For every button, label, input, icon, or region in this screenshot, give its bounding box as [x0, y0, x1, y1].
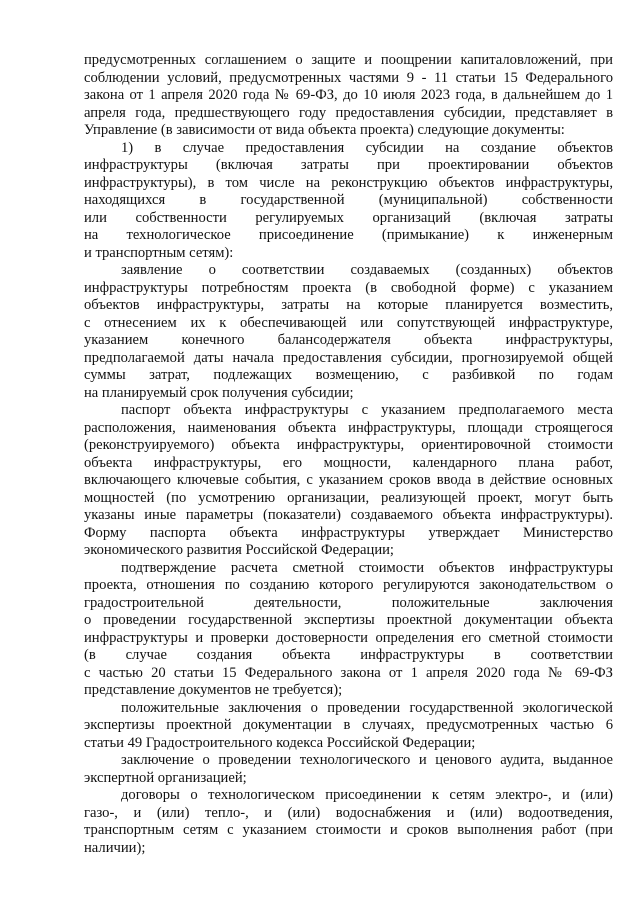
paragraph-passport	[84, 402, 613, 560]
paragraph-statement	[84, 262, 613, 402]
text-line: включающего ключевые события, с указанием сроков ввода в действие основных	[84, 472, 613, 488]
paragraph-estimate	[84, 560, 613, 700]
text-line: инфраструктуры), в том числе на реконструкцию объектов инфраструктуры,	[84, 174, 613, 191]
text-line: Форму паспорта объекта инфраструктуры утверждает Министерство	[84, 524, 613, 541]
text-line: инфраструктуры (включая затраты при проектировании объектов	[84, 157, 613, 173]
text-line: (реконструируемого) объекта инфраструктуры, ориентировочной стоимости	[84, 437, 613, 453]
text-line: закона от 1 апреля 2020 года № 69-ФЗ, до 10 июля 2023 года, в дальнейшем до 1	[84, 87, 613, 103]
text-line: инфраструктуры и проверки достоверности определения его сметной стоимости	[84, 629, 613, 646]
text-line: экономического развития Российской Федерации;	[84, 542, 394, 558]
text-line: указанием конечного балансодержателя объекта инфраструктуры,	[84, 332, 613, 348]
text-line: с отнесением их к обеспечивающей или сопутствующей инфраструктуре,	[84, 314, 613, 331]
text-line: указаны иные параметры (показатели) создаваемого объекта инфраструктуры).	[84, 507, 613, 523]
text-line: апреля года, предшествующего году предоставления субсидии, представляет в	[84, 104, 613, 121]
paragraph-contracts	[84, 787, 613, 857]
text-line: наличии);	[84, 839, 146, 856]
paragraph-audit	[84, 752, 613, 787]
text-line: (в случае создания объекта инфраструктуры в соответствии	[84, 647, 613, 663]
text-line: или собственности регулируемых организаций (включая затраты	[84, 209, 613, 226]
text-line: проекта, отношения по созданию которого регулируются законодательством о	[84, 577, 613, 593]
text-line: предусмотренных соглашением о защите и поощрении капиталовложений, при	[84, 52, 613, 68]
paragraph-ecology	[84, 700, 613, 753]
text-line: подтверждение расчета сметной стоимости объектов инфраструктуры	[121, 559, 613, 576]
document-page	[84, 52, 613, 857]
text-line: статьи 49 Градостроительного кодекса Российской Федерации;	[84, 734, 476, 751]
text-line: экспертизы проектной документации в случаях, предусмотренных частью 6	[84, 717, 613, 733]
text-line: заключение о проведении технологического и ценового аудита, выданное	[121, 752, 613, 768]
text-line: объекта инфраструктуры, его мощности, календарного плана работ,	[84, 454, 613, 471]
text-line: 1) в случае предоставления субсидии на создание объектов	[121, 139, 613, 156]
text-line: с частью 20 статьи 15 Федерального закона от 1 апреля 2020 года № 69-ФЗ	[84, 664, 613, 681]
text-line: паспорт объекта инфраструктуры с указанием предполагаемого места	[121, 402, 613, 418]
paragraph-item-1	[84, 140, 613, 263]
text-line: Управление (в зависимости от вида объекта проекта) следующие документы:	[84, 122, 565, 138]
paragraph-intro	[84, 52, 613, 140]
text-line: соблюдении условий, предусмотренных частями 9 - 11 статьи 15 Федерального	[84, 69, 613, 86]
text-line: транспортным сетям с указанием стоимости и сроков выполнения работ (при	[84, 822, 613, 838]
text-line: мощностей (по усмотрению организации, реализующей проект, могут быть	[84, 489, 613, 506]
text-line: градостроительной деятельности, положительные заключения	[84, 594, 613, 611]
text-line: суммы затрат, подлежащих возмещению, с разбивкой по годам	[84, 367, 613, 383]
text-line: договоры о технологическом присоединении к сетям электро-, и (или)	[121, 787, 613, 803]
text-line: объектов инфраструктуры, затраты на которые планируется возместить,	[84, 297, 613, 313]
text-line: экспертной организацией;	[84, 769, 247, 786]
text-line: предполагаемой даты начала предоставления субсидии, прогнозируемой общей	[84, 349, 613, 366]
text-line: на технологическое присоединение (примыкание) к инженерным	[84, 227, 613, 243]
text-line: расположения, наименования объекта инфраструктуры, площади строящегося	[84, 419, 613, 436]
text-line: на планируемый срок получения субсидии;	[84, 384, 354, 401]
text-line: инфраструктуры потребностям проекта (в свободной форме) с указанием	[84, 279, 613, 296]
text-line: газо-, и (или) тепло-, и (или) водоснабжения и (или) водоотведения,	[84, 804, 613, 821]
text-line: о проведении государственной экспертизы проектной документации объекта	[84, 612, 613, 628]
text-line: представление документов не требуется);	[84, 682, 343, 698]
text-line: положительные заключения о проведении государственной экологической	[121, 699, 613, 716]
text-line: находящихся в государственной (муниципальной) собственности	[84, 192, 613, 208]
text-line: и транспортным сетям):	[84, 244, 234, 261]
text-line: заявление о соответствии создаваемых (созданных) объектов	[121, 262, 613, 278]
